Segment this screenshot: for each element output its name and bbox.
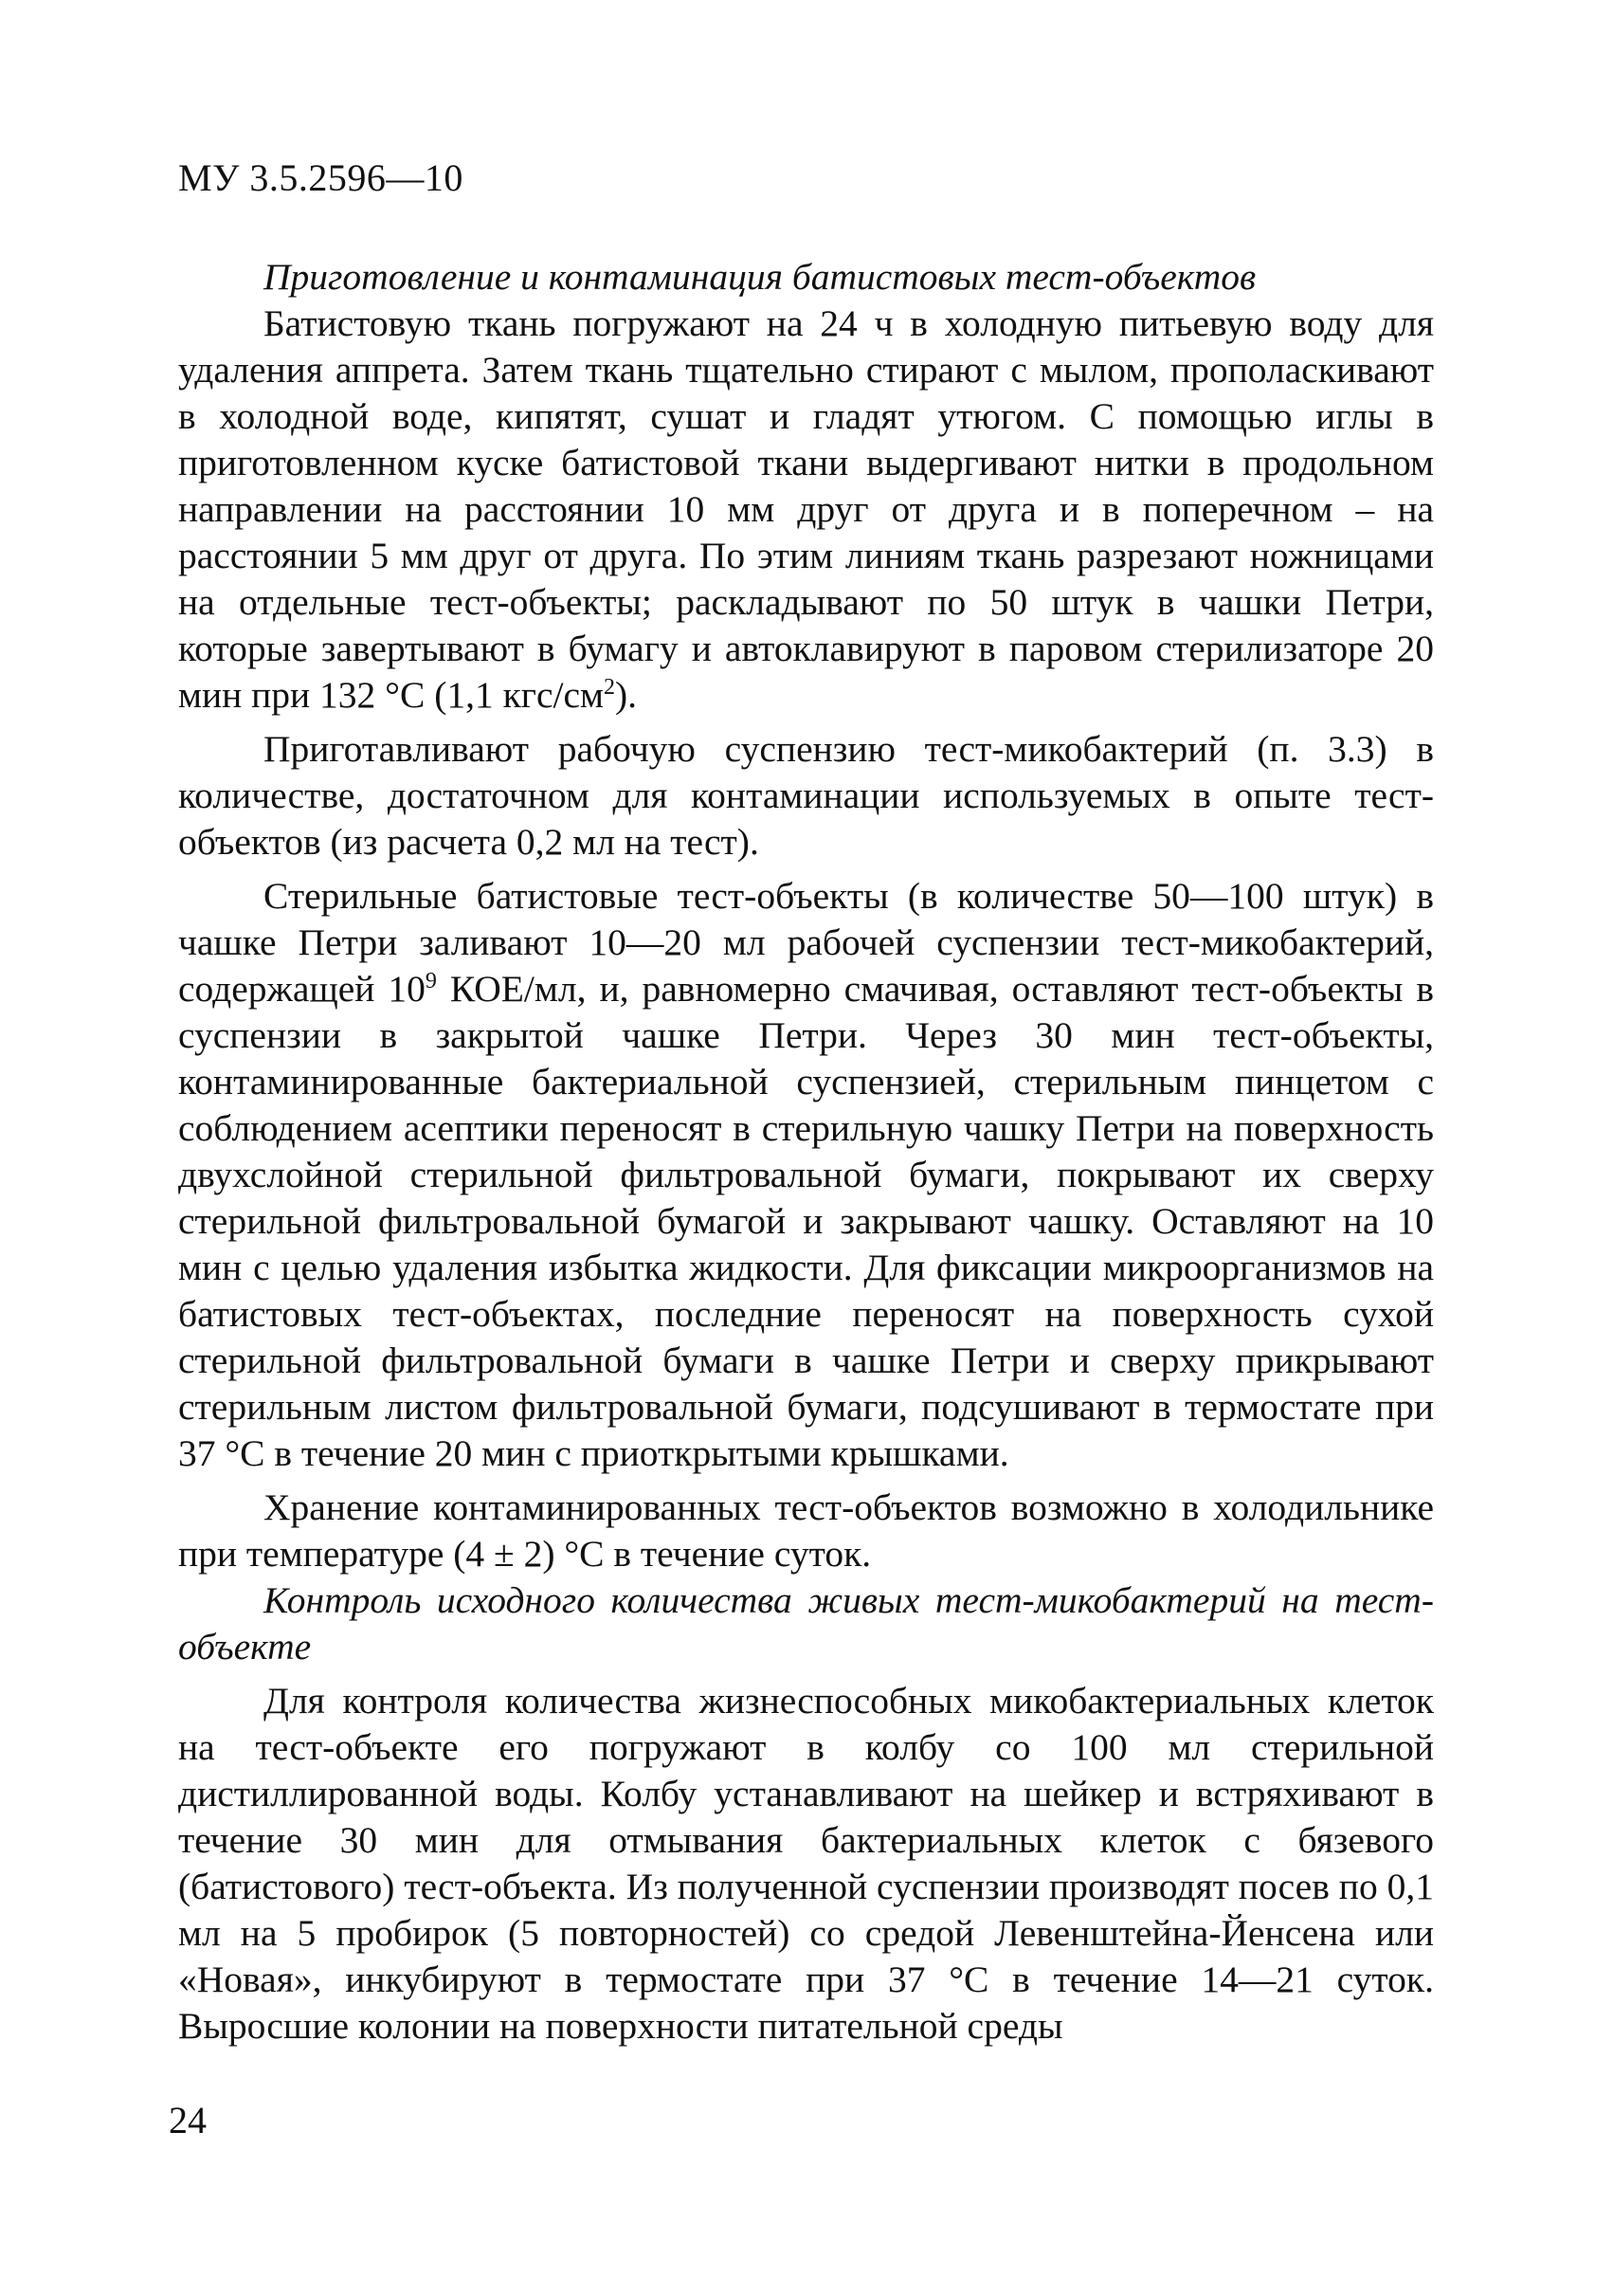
document-header: МУ 3.5.2596—10 — [178, 156, 463, 199]
paragraph-text-end: КОЕ/мл, и, равномерно смачивая, оставляют тест-объекты в суспензии в закрытой чашке Петри. Через 30 мин тест-объекты, контаминированные бактериальной суспензией, стерильным пинцетом с соблюдением асептики переносят в стерильную чашку Петри на поверхность двухслойной стерильной фильтровальной бумаги, покрывают их сверху стерильной фильтровальной бумагой и закрывают чашку. Оставляют на 10 мин с целью удаления избытка жидкости. Для фиксации микроорганизмов на батистовых тест-объектах, последние переносят на поверхность сухой стерильной фильтровальной бумаги в чашке Петри и сверху прикрывают стерильным листом фильтровальной бумаги, подсушивают в термостате при 37 °С в течение 20 мин с приоткрытыми крышками. — [178, 968, 1434, 1474]
paragraph-text: Батистовую ткань погружают на 24 ч в холодную питьевую воду для удаления аппрета. Затем ткань тщательно стирают с мылом, прополаскивают в холодной воде, кипятят, сушат и гладят утюгом. С помощью иглы в приготовленном куске батистовой ткани выдергивают нитки в продольном направлении на расстоянии 10 мм друг от друга и в поперечном – на расстоянии 5 мм друг от друга. По этим линиям ткань разрезают ножницами на отдельные тест-объекты; раскладывают по 50 штук в чашки Петри, которые завертывают в бумагу и автоклавируют в паровом стерилизаторе 20 мин при 132 °С (1,1 кгс/см — [178, 302, 1434, 716]
paragraph-working-suspension: Приготавливают рабочую суспензию тест-микобактерий (п. 3.3) в количестве, достаточном для контаминации используемых в опыте тест-объектов (из расчета 0,2 мл на тест). — [178, 728, 1434, 863]
superscript: 9 — [425, 968, 437, 993]
superscript: 2 — [604, 674, 616, 700]
document-body — [178, 254, 1434, 2050]
paragraph-text: Стерильные батистовые тест-объекты (в количестве 50—100 штук) в чашке Петри заливают 10—20 мл рабочей суспензии тест-микобактерий, содержащей 10 — [178, 875, 1434, 1010]
page-number: 24 — [169, 2099, 207, 2141]
paragraph-control-method: Для контроля количества жизнеспособных микобактериальных клеток на тест-объекте его погружают в колбу со 100 мл стерильной дистиллированной воды. Колбу устанавливают на шейкер и встряхивают в течение 30 мин для отмывания бактериальных клеток с бязевого (батистового) тест-объекта. Из полученной суспензии производят посев по 0,1 мл на 5 пробирок (5 повторностей) со средой Левенштейна-Йенсена или «Новая», инкубируют в термостате при 37 °С в течение 14—21 суток. Выросшие колонии на поверхности питательной среды — [178, 1680, 1434, 2047]
paragraph-text-end: ). — [615, 674, 638, 716]
section-heading-control: Контроль исходного количества живых тест-микобактерий на тест-объекте — [178, 1579, 1434, 1667]
paragraph-contamination — [178, 873, 1434, 1477]
section-heading-preparation: Приготовление и контаминация батистовых тест-объектов — [263, 256, 1257, 298]
paragraph-fabric-preparation — [178, 301, 1434, 719]
paragraph-storage: Хранение контаминированных тест-объектов возможно в холодильнике при температуре (4 ± 2) °С в течение суток. — [178, 1486, 1434, 1575]
